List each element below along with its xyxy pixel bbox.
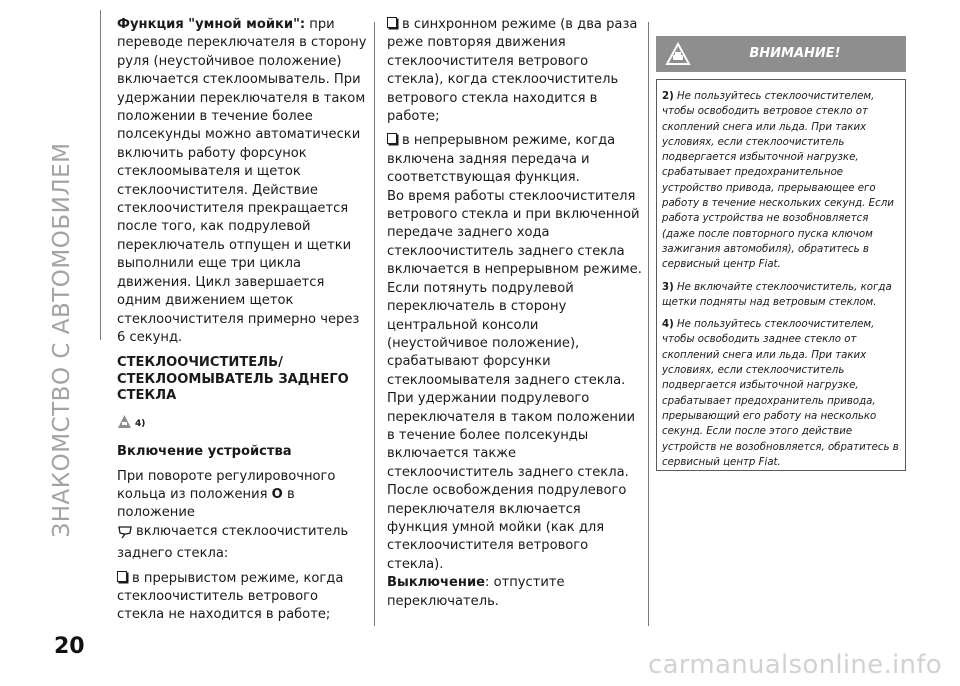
smart-wash-text: при переводе переключателя в сторону руля (неустойчивое положение) включается стеклоомыватель. При удержании переключателя в таком положении в течение более полсекунды можно автоматически включить работу форсунок стеклоомывателя и щеток стеклоочистителя. Действие стеклоочистителя прекращается после того, как подрулевой переключатель отпущен и щетки выполнили еще три цикла движения. Цикл завершается одним движением щеток стеклоочистителя примерно через 6 секунд.	[117, 17, 367, 345]
bullet-intermittent	[117, 570, 367, 625]
warning-header	[656, 36, 906, 72]
bullet-square-icon	[117, 571, 127, 582]
warning-triangle-icon	[117, 414, 132, 435]
activation-paragraph	[117, 468, 367, 564]
column-divider-left	[100, 10, 101, 340]
warning-item-text: Не включайте стеклоочиститель, когда щетки подняты над ветровым стеклом.	[662, 281, 892, 308]
warning-reference	[117, 414, 367, 435]
activation-text-part-1: При повороте регулировочного кольца из положения	[117, 468, 336, 503]
text-column-1	[117, 16, 367, 625]
warning-ref-number: 4)	[135, 418, 146, 429]
bullet-continuous	[387, 132, 643, 187]
rear-wiper-section-title: СТЕКЛООЧИСТИТЕЛЬ/ СТЕКЛООМЫВАТЕЛЬ ЗАДНЕГО СТЕКЛА	[117, 355, 349, 404]
warning-item-number: 3)	[662, 281, 674, 293]
warning-item-text: Не пользуйтесь стеклоочистителем, чтобы освободить заднее стекло от скоплений снега или льда. При таких условиях, если стеклоочиститель подвергается избыточной нагрузке, срабатывает предохранитель привода, прерывающий его работу на несколько секунд. Если после этого действие устройств не возобновляется, обратитесь в сервисный центр Fiat.	[662, 319, 899, 468]
warning-item	[662, 317, 902, 470]
switch-off-paragraph	[387, 574, 643, 611]
bullet-continuous-text: в непрерывном режиме, когда включена задняя передача и соответствующая функция.	[387, 133, 616, 186]
column-divider-middle	[374, 22, 375, 626]
bullet-synchronous-text: в синхронном режиме (в два раза реже повторяя движения стеклоочистителя ветрового стекла), когда стеклоочиститель ветрового стекла находится в работе;	[387, 17, 638, 125]
bullet-square-icon	[387, 17, 397, 28]
warning-item-number: 2)	[662, 91, 674, 102]
warning-item-number: 4)	[662, 319, 674, 331]
bullet-synchronous	[387, 16, 643, 126]
position-o-label: O	[271, 487, 283, 503]
watermark-text: carmanualsonline.info	[647, 650, 942, 680]
bullet-intermittent-text: в прерывистом режиме, когда стеклоочиститель ветрового стекла не находится в работе;	[117, 570, 344, 623]
warning-item-text: Не пользуйтесь стеклоочистителем, чтобы освободить ветровое стекло от скоплений снега или льда. При таких условиях, если стеклоочиститель подвергается избыточной нагрузке, срабатывает предохранительное устройство привода, прерывающее его работу в течение нескольких секунд. Если работа устройства не возобновляется (даже после повторного пуска ключом зажигания автомобиля), обратитесь в сервисный центр Fiat.	[662, 91, 894, 271]
side-section-title-text: ЗНАКОМСТВО С АВТОМОБИЛЕМ	[49, 142, 75, 538]
switch-off-text: : отпустите переключатель.	[387, 575, 565, 609]
page-number: 20	[54, 634, 85, 659]
activation-text-part-3: включается стеклоочиститель заднего стекла:	[117, 523, 349, 562]
smart-wash-heading: Функция "умной мойки":	[117, 17, 306, 32]
activation-heading: Включение устройства	[117, 444, 292, 460]
text-column-2	[387, 16, 643, 611]
bullet-square-icon	[387, 133, 397, 144]
activation-text-part-2: в положение	[117, 487, 295, 521]
column-divider-right	[648, 22, 649, 626]
smart-wash-paragraph	[117, 16, 367, 347]
warning-title: ВНИМАНИЕ!	[749, 46, 841, 61]
warning-content	[662, 89, 902, 477]
warning-item	[662, 280, 902, 311]
switch-off-heading: Выключение	[387, 575, 485, 591]
warning-item	[662, 89, 902, 273]
rear-wiper-icon	[117, 525, 133, 545]
reverse-gear-paragraph: Во время работы стеклоочистителя ветрового стекла и при включенной передаче заднего хода стеклоочиститель заднего стекла включается в непрерывном режиме. Если потянуть подрулевой переключатель в сторону центральной консоли (неустойчивое положение), срабатывают форсунки стеклоомывателя заднего стекла. При удержании подрулевого переключателя в таком положении в течение более полсекунды включается также стеклоочиститель заднего стекла. После освобождения подрулевого переключателя включается функция умной мойки (как для стеклоочистителя ветрового стекла).	[387, 188, 642, 572]
